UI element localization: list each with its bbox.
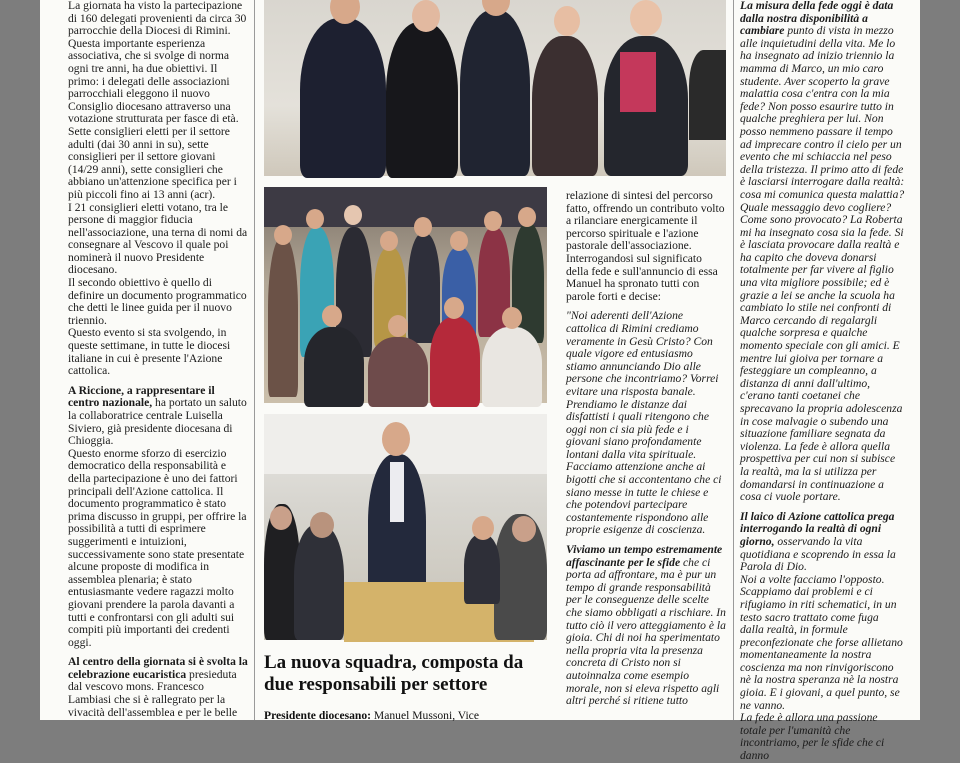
paragraph [740, 511, 905, 574]
paragraph-text: punto di vista in mezzo alle inquietudini della vita. Me lo ha insegnato ad inizio triennio la mamma di Marco, un mio caro studente. Aver scoperto la grave malattia cosa c'entra con la mia fede? Non posso esaurire tutto in qualche preghiera per lui. Non posso nemmeno passare il tempo ad imprecare contro il cielo per un evento che mi schiaccia nel peso della tristezza. Il primo atto di fede è lasciarsi interrogare dalla realtà: cosa mi comunica questa malattia? Quale messaggio devo cogliere? Come sono provocato? La Roberta mi ha insegnato cosa sia la fede. Si è lasciata provocare dalla realtà e ha capito che doveva donarsi totalmente per far vivere al figlio una vita migliore possibile; ed è grazie a lei se anche la scuola ha cambiato lo stile nei confronti di Marco cercando di regalargli qualche sorpresa e qualche momento speciale con gli amici. E mentre lui gioiva per tornare a festeggiare un compleanno, a distanza di anni dall'ultimo, c'erano tanti coetanei che sprecavano la propria adolescenza in cose malvagie o subendo una situazione familiare segnata da violenza. La fede è allora quella prospettiva per cui non si subisce la realtà, ma la si utilizza per domandarsi in continuazione a cosa ci vuole portare. [740, 24, 905, 504]
paragraph: La fede è allora una passione totale per l'umanità che incontriamo, per le sfide che ci danno [740, 711, 885, 763]
article-column-3 [566, 190, 726, 708]
paragraph: Il secondo obiettivo è quello di definire un documento programmatico che detti le linee guida per il nuovo triennio. [68, 276, 247, 327]
article-column-4 [740, 0, 905, 763]
bold-lead: Al centro della giornata si è svolta la celebrazione eucaristica [68, 655, 248, 681]
column-divider [254, 0, 255, 720]
quote-paragraph: Facciamo attenzione anche ai bigotti che si accontentano che ci siano messe in tutte le chiese e che potendovi partecipare costantemente rispondono alle proprie esigenze di coscienza. [566, 460, 722, 537]
credits-value: Manuel Mussoni, Vice [371, 709, 479, 722]
bold-lead: Il laico di Azione cattolica prega interrogando la realtà di ogni giorno, [740, 509, 895, 548]
article-column-1 [68, 0, 248, 719]
photo-group-award [264, 0, 726, 176]
newspaper-page [40, 0, 920, 763]
paragraph: Questo enorme sforzo di esercizio democratico della responsabilità e della partecipazione è uno dei fattori principali dell'Azione cattolica. Il documento programmatico è stato prima discusso in gruppi, per offrire la possibilità a tutti di esprimere suggerimenti e intuizioni, successivamente sono state presentate alcune proposte di modifica in assemblea plenaria; è stato entusiasmante vedere ragazzi molto giovani prendere la parola davanti a tutti e confrontarsi con gli adulti sui compiti più importanti dei credenti oggi. [68, 446, 247, 649]
paragraph [68, 656, 248, 719]
paragraph-text: osservando la vita quotidiana e scoprendo in essa la Parola di Dio. [740, 534, 896, 574]
paragraph-text: che ci porta ad affrontare, ma è pur un tempo di grande responsabilità per le conseguenze delle scelte che siamo obbligati a rischiare. In tutto ciò il vero atteggiamento è la gioia. Chi di noi ha sperimentato nella propria vita la presenza concreta di Cristo non si autoinnalza come esempio morale, non si eleva rispetto agli altri perché si ritiene tutto [566, 555, 726, 708]
photo-speaker [264, 414, 547, 640]
column-divider [733, 0, 734, 720]
quote-paragraph: "Noi aderenti dell'Azione cattolica di Rimini crediamo veramente in Gesù Cristo? Con quale vigore ed entusiasmo stiamo annunciando Dio alle persone che incontriamo? Vorrei evitare una risposta banale. Prendiamo le distanze dai disfattisti i quali ritengono che oggi non ci sia più fede e i giovani siano profondamente lontani dalla vita spirituale. [566, 309, 719, 461]
paragraph [68, 385, 248, 448]
paragraph: Interrogandosi sul significato della fede e sull'annuncio di essa Manuel ha spronato tutti con parole forti e decise: [566, 251, 718, 303]
paragraph [740, 0, 905, 504]
photo-headline: La nuova squadra, composta da due responsabili per settore [264, 652, 524, 695]
paragraph: I 21 consiglieri eletti votano, tra le persone di maggior fiducia nell'associazione, una terna di nomi da consegnare al Vescovo il quale poi nominerà il nuovo Presidente diocesano. [68, 200, 248, 277]
paragraph [566, 544, 726, 708]
bold-lead: La misura della fede oggi è data dalla nostra disponibilità a cambiare [740, 0, 894, 38]
paragraph: relazione di sintesi del percorso fatto, offrendo un contributo volto a rilanciare energicamente il percorso spirituale e l'azione pastorale dell'associazione. [566, 189, 725, 253]
paragraph-text: ha portato un saluto la collaboratrice centrale Luisella Siviero, già presidente diocesana di Chioggia. [68, 396, 247, 448]
paragraph: La giornata ha visto la partecipazione di 160 delegati provenienti da circa 30 parrocchie della Diocesi di Rimini. Questa importante esperienza associativa, che si svolge di norma ogni tre anni, ha due obiettivi. Il primo: i delegati delle associazioni parrocchiali eleggono il nuovo Consiglio diocesano attraverso una votazione strutturata per fasce di età. Sette consiglieri eletti per il settore adulti (dai 30 anni in su), sette consiglieri per il settore giovani (14/29 anni), sette consiglieri che abbiano un'attenzione specifica per i più piccoli fino ai 13 anni (acr). [68, 0, 247, 201]
bold-lead: Viviamo un tempo estremamente affascinante per le sfide [566, 543, 723, 569]
photo-youth-group [264, 187, 547, 403]
paragraph-text: presieduta dal vescovo mons. Francesco Lambiasi che si è rallegrato per la vivacità dell'assemblea e per le belle [68, 667, 238, 719]
bold-lead: A Riccione, a rappresentare il centro nazionale, [68, 383, 215, 410]
paragraph: Questo evento si sta svolgendo, in queste settimane, in tutte le diocesi italiane in cui è presente l'Azione cattolica. [68, 326, 231, 378]
credits-label: Presidente diocesano: [264, 709, 372, 722]
paragraph: Noi a volte facciamo l'opposto. Scappiamo dai problemi e ci rifugiamo in riti schematici, in un testo sacro trattato come fuga dalla realtà, in formule preconfezionate che forse allietano momentaneamente la nostra coscienza ma non rinvigoriscono nè la nostra speranza nè la nostra gioia. E i giovani, a quel punto, se ne vanno. [740, 572, 903, 712]
credits-line [264, 709, 547, 722]
